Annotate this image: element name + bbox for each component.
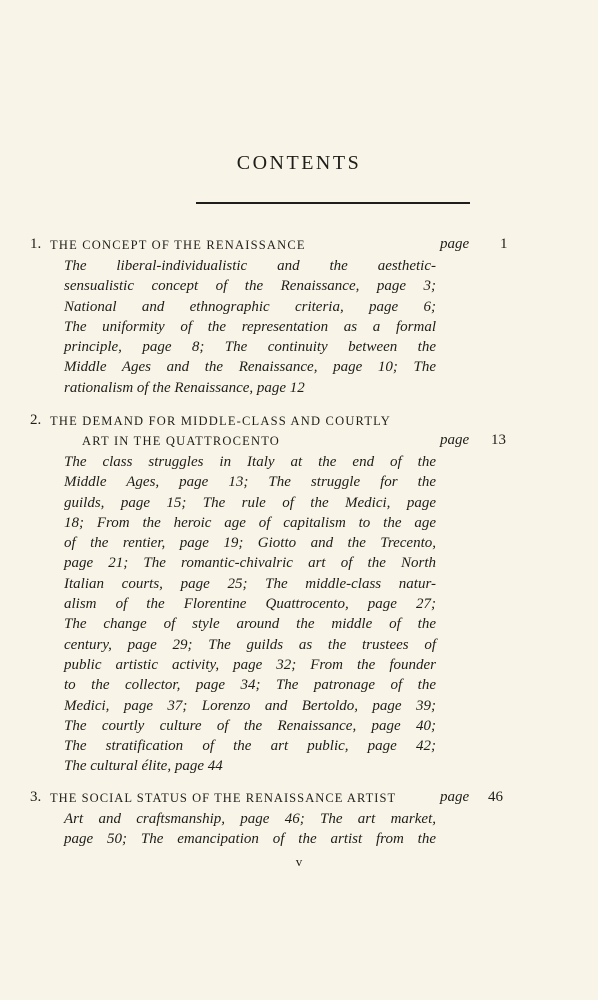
description-line: rationalism of the Renaissance, page 12 [64, 379, 305, 396]
title-rule [196, 202, 470, 204]
description-line: National and ethnographic criteria, page 6; [64, 298, 436, 315]
entry-heading: THE CONCEPT OF THE RENAISSANCE [50, 238, 306, 252]
description-line: Middle Ages, page 13; The struggle for the [64, 474, 436, 491]
description-line: Italian courts, page 25; The middle-class natur- [64, 575, 436, 592]
description-line: page 21; The romantic-chivalric art of the North [64, 555, 436, 572]
description-line: principle, page 8; The continuity between the [64, 339, 436, 356]
description-line: sensualistic concept of the Renaissance, page 3; [64, 278, 436, 295]
page-label: page [440, 236, 470, 252]
page-label: page [440, 432, 470, 448]
description-line: page 50; The emancipation of the artist from the [64, 831, 436, 848]
description-line: guilds, page 15; The rule of the Medici, page [64, 494, 436, 511]
entry-number: 2. [30, 412, 42, 428]
entry-description [64, 809, 436, 850]
description-line: to the collector, page 34; The patronage of the [64, 677, 436, 694]
description-line: Middle Ages and the Renaissance, page 10; The [64, 359, 436, 376]
description-line: Medici, page 37; Lorenzo and Bertoldo, page 39; [64, 697, 436, 714]
description-line: The class struggles in Italy at the end of the [64, 454, 436, 470]
description-line: The stratification of the art public, page 42; [64, 738, 436, 755]
page-number: 13 [491, 432, 506, 448]
description-line: century, page 29; The guilds as the trustees of [64, 636, 436, 653]
page-label: page [440, 789, 470, 805]
entry-number: 1. [30, 236, 42, 252]
entry-description [64, 256, 436, 398]
entry-heading: THE SOCIAL STATUS OF THE RENAISSANCE ARTIST [50, 791, 397, 805]
contents-title: CONTENTS [236, 152, 362, 174]
description-line: The cultural élite, page 44 [64, 758, 223, 775]
description-line: The change of style around the middle of the [64, 616, 436, 633]
description-line: alism of the Florentine Quattrocento, page 27; [64, 596, 436, 613]
page-folio: v [295, 854, 303, 869]
description-line: The liberal-individualistic and the aesthetic- [64, 258, 436, 274]
description-line: The uniformity of the representation as a formal [64, 318, 436, 335]
entry-heading: THE DEMAND FOR MIDDLE-CLASS AND COURTLY [50, 414, 391, 428]
page-number: 46 [488, 789, 503, 805]
description-line: of the rentier, page 19; Giotto and the Trecento, [64, 535, 436, 552]
description-line: Art and craftsmanship, page 46; The art market, [64, 811, 436, 827]
page-number: 1 [500, 236, 508, 252]
entry-heading-continued: ART IN THE QUATTROCENTO [82, 434, 281, 448]
description-line: public artistic activity, page 32; From the founder [64, 656, 436, 673]
description-line: The courtly culture of the Renaissance, page 40; [64, 717, 436, 734]
entry-description [64, 452, 436, 777]
entry-number: 3. [30, 789, 42, 805]
description-line: 18; From the heroic age of capitalism to the age [64, 514, 436, 531]
